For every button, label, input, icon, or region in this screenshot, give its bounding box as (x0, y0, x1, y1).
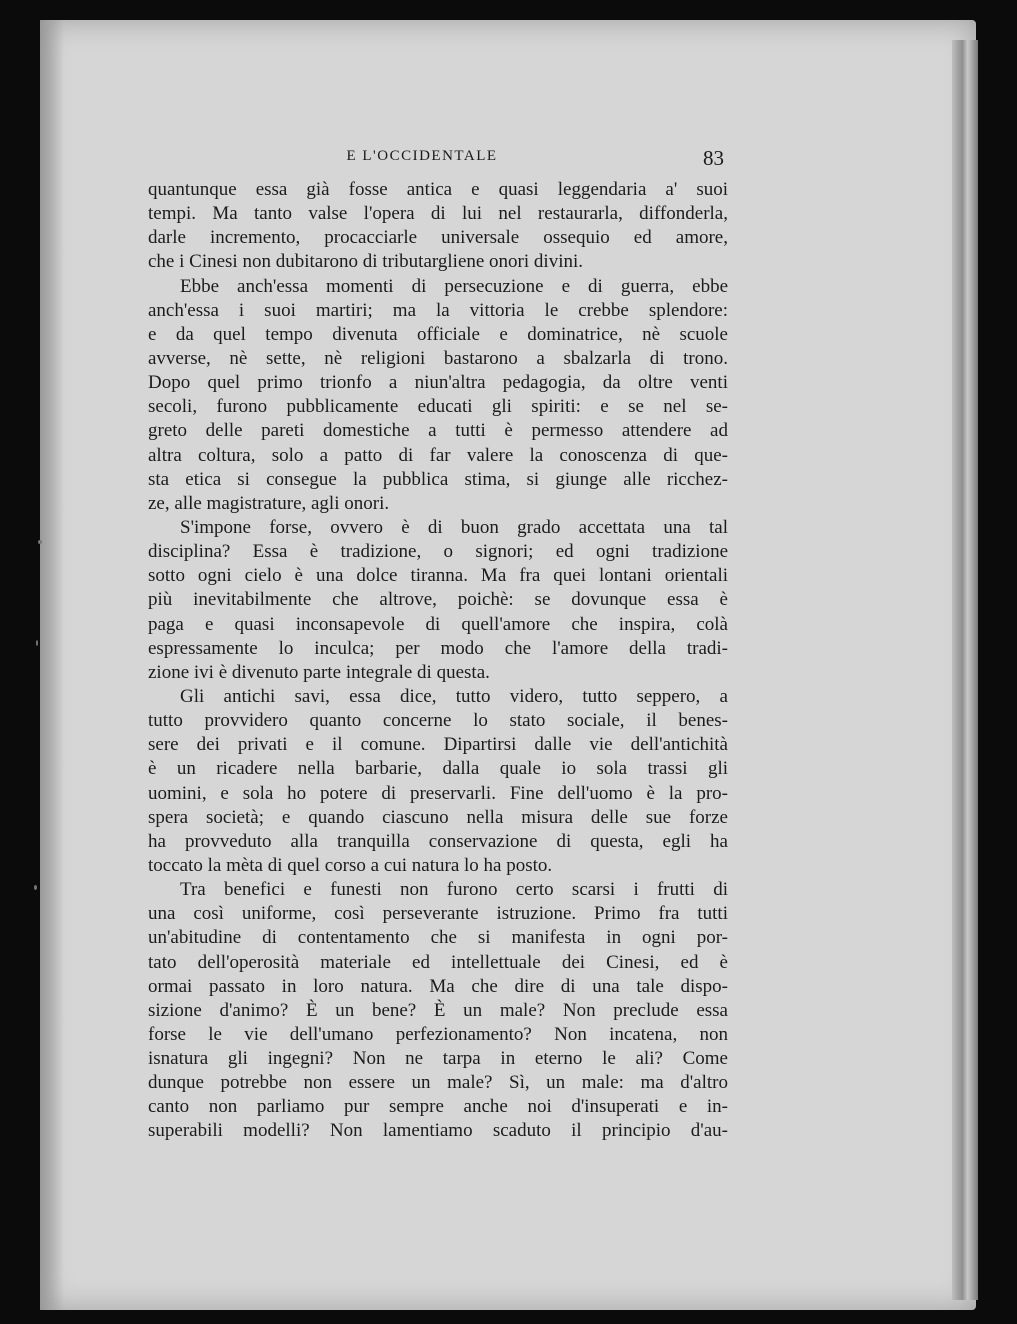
text-line: tutto provvidero quanto concerne lo stato sociale, il benes- (148, 710, 728, 732)
text-line: anch'essa i suoi martiri; ma la vittoria le crebbe splendore: (148, 299, 728, 321)
body-text (148, 178, 728, 1144)
text-line: avverse, nè sette, nè religioni bastarono a sbalzarla di trono. (148, 347, 728, 369)
page-header (120, 146, 724, 170)
text-line: isnatura gli ingegni? Non ne tarpa in eterno le ali? Come (148, 1048, 728, 1070)
text-line: dunque potrebbe non essere un male? Sì, un male: ma d'altro (148, 1072, 728, 1094)
text-line: un'abitudine di contentamento che si manifesta in ogni por- (148, 927, 728, 949)
scan-speck (36, 640, 38, 646)
text-line: greto delle pareti domestiche a tutti è permesso attendere ad (148, 420, 728, 442)
text-line: più inevitabilmente che altrove, poichè: se dovunque essa è (148, 589, 728, 611)
text-line: ha provveduto alla tranquilla conservazione di questa, egli ha (148, 830, 728, 852)
text-line: superabili modelli? Non lamentiamo scaduto il principio d'au- (148, 1120, 728, 1142)
text-line: è un ricadere nella barbarie, dalla quale io sola trassi gli (148, 758, 728, 780)
text-line: forse le vie dell'umano perfezionamento? Non incatena, non (148, 1023, 728, 1045)
text-line: S'impone forse, ovvero è di buon grado accettata una tal (180, 516, 728, 538)
text-line: secoli, furono pubblicamente educati gli spiriti: e se nel se- (148, 396, 728, 418)
text-line: altra coltura, solo a patto di far valere la conoscenza di que- (148, 444, 728, 466)
text-line: espressamente lo inculca; per modo che l'amore della tradi- (148, 637, 728, 659)
page-edges (952, 40, 978, 1300)
text-line: disciplina? Essa è tradizione, o signori; ed ogni tradizione (148, 541, 728, 563)
scan-speck (34, 885, 37, 890)
running-head: E L'OCCIDENTALE (346, 148, 498, 164)
text-line: uomini, e sola ho potere di preservarli. Fine dell'uomo è la pro- (148, 782, 728, 804)
text-line: ormai passato in loro natura. Ma che dire di una tale dispo- (148, 975, 728, 997)
text-line: quantunque essa già fosse antica e quasi leggendaria a' suoi (148, 179, 728, 200)
text-line: sta etica si consegue la pubblica stima, si giunge alle ricchez- (148, 468, 728, 490)
text-line: tato dell'operosità materiale ed intellettuale dei Cinesi, ed è (148, 951, 728, 973)
text-line: canto non parliamo pur sempre anche noi d'insuperati e in- (148, 1096, 728, 1118)
text-line: toccato la mèta di quel corso a cui natura lo ha posto. (148, 854, 553, 876)
text-line: paga e quasi inconsapevole di quell'amore che inspira, colà (148, 613, 728, 635)
text-line: che i Cinesi non dubitarono di tributargliene onori divini. (148, 251, 583, 273)
text-line: Dopo quel primo trionfo a niun'altra pedagogia, da oltre venti (148, 372, 728, 394)
binding-gutter-shadow (40, 20, 64, 1310)
text-line: sotto ogni cielo è una dolce tiranna. Ma fra quei lontani orientali (148, 565, 728, 587)
text-line: e da quel tempo divenuta officiale e dominatrice, nè scuole (148, 323, 728, 345)
text-line: zione ivi è divenuto parte integrale di questa. (148, 661, 490, 683)
text-line: una così uniforme, così perseverante istruzione. Primo fra tutti (148, 903, 728, 925)
text-line: Gli antichi savi, essa dice, tutto videro, tutto seppero, a (180, 685, 728, 707)
text-line: ze, alle magistrature, agli onori. (148, 492, 390, 514)
text-line: sere dei privati e il comune. Dipartirsi dalle vie dell'antichità (148, 734, 728, 756)
text-line: Ebbe anch'essa momenti di persecuzione e di guerra, ebbe (180, 275, 728, 297)
text-line: sizione d'animo? È un bene? È un male? Non preclude essa (148, 999, 728, 1021)
text-line: Tra benefici e funesti non furono certo scarsi i frutti di (180, 879, 728, 901)
text-line: spera società; e quando ciascuno nella misura delle sue forze (148, 806, 728, 828)
text-line: tempi. Ma tanto valse l'opera di lui nel restaurarla, diffonderla, (148, 203, 728, 225)
scan-speck (38, 540, 42, 544)
text-line: darle incremento, procacciarle universale ossequio ed amore, (148, 227, 728, 249)
page-number: 83 (703, 146, 724, 170)
